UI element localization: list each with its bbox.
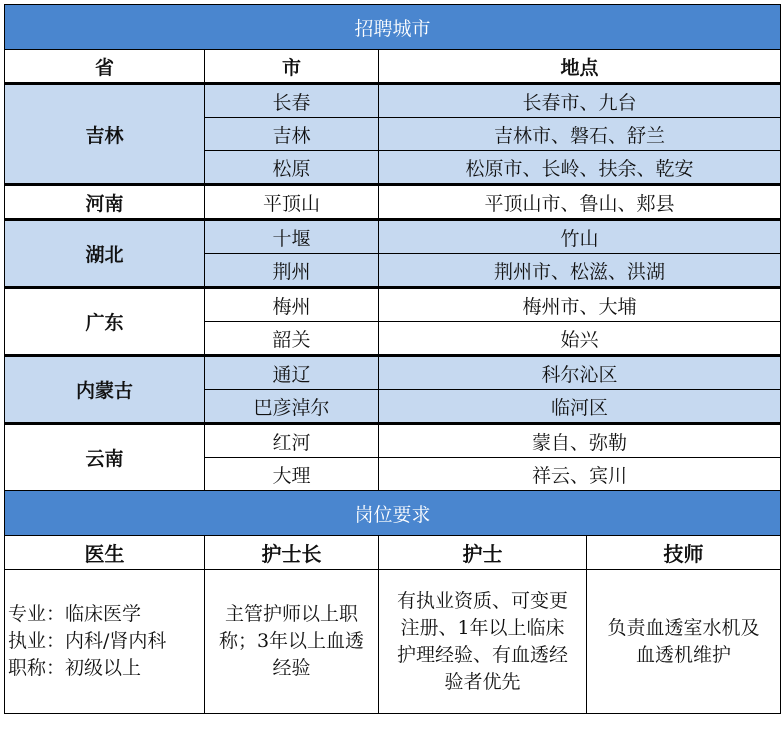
doctor-line: 执业：内科/肾内科 <box>8 630 167 652</box>
location-cell: 吉林市、磐石、舒兰 <box>379 118 781 151</box>
table-row <box>5 288 781 322</box>
nurse-header: 护士 <box>379 536 587 570</box>
doctor-line: 职称：初级以上 <box>8 657 142 679</box>
city-cell: 松原 <box>205 151 379 185</box>
location-cell: 科尔沁区 <box>379 356 781 390</box>
table-row <box>5 185 781 220</box>
province-cell: 云南 <box>5 424 205 491</box>
requirements-section-title: 岗位要求 <box>5 491 781 536</box>
province-cell: 内蒙古 <box>5 356 205 424</box>
cities-section-title: 招聘城市 <box>5 5 781 50</box>
recruitment-sheet <box>4 4 780 714</box>
technician-line: 负责血透室水机及 <box>607 616 760 639</box>
city-cell: 红河 <box>205 424 379 458</box>
head-nurse-line: 主管护师以上职 <box>224 603 358 625</box>
city-cell: 长春 <box>205 84 379 118</box>
province-cell: 吉林 <box>5 84 205 185</box>
table-row <box>5 424 781 458</box>
technician-line: 血透机维护 <box>636 643 732 666</box>
city-cell: 韶关 <box>205 322 379 356</box>
recruitment-table <box>4 4 781 714</box>
location-cell: 平顶山市、鲁山、郏县 <box>379 185 781 220</box>
location-cell: 荆州市、松滋、洪湖 <box>379 254 781 288</box>
technician-header: 技师 <box>587 536 781 570</box>
nurse-line: 护理经验、有血透经 <box>396 643 568 666</box>
doctor-line: 专业：临床医学 <box>8 603 142 625</box>
city-cell: 通辽 <box>205 356 379 390</box>
head-nurse-line: 称；3年以上血透 <box>218 630 365 652</box>
city-cell: 荆州 <box>205 254 379 288</box>
nurse-line: 注册、1年以上临床 <box>400 616 565 639</box>
province-cell: 广东 <box>5 288 205 356</box>
table-row <box>5 84 781 118</box>
city-cell: 平顶山 <box>205 185 379 220</box>
table-row <box>5 220 781 254</box>
city-cell: 巴彦淖尔 <box>205 390 379 424</box>
technician-requirements <box>587 570 781 714</box>
location-header: 地点 <box>379 50 781 84</box>
table-row <box>5 356 781 390</box>
location-cell: 祥云、宾川 <box>379 458 781 491</box>
city-cell: 吉林 <box>205 118 379 151</box>
location-cell: 蒙自、弥勒 <box>379 424 781 458</box>
location-cell: 松原市、长岭、扶余、乾安 <box>379 151 781 185</box>
nurse-line: 有执业资质、可变更 <box>396 589 568 612</box>
head-nurse-requirements <box>205 570 379 714</box>
head-nurse-header: 护士长 <box>205 536 379 570</box>
location-cell: 梅州市、大埔 <box>379 288 781 322</box>
location-cell: 始兴 <box>379 322 781 356</box>
city-cell: 大理 <box>205 458 379 491</box>
province-cell: 湖北 <box>5 220 205 288</box>
province-header: 省 <box>5 50 205 84</box>
doctor-header: 医生 <box>5 536 205 570</box>
location-cell: 竹山 <box>379 220 781 254</box>
nurse-requirements <box>379 570 587 714</box>
province-cell: 河南 <box>5 185 205 220</box>
location-cell: 长春市、九台 <box>379 84 781 118</box>
doctor-requirements <box>5 570 205 714</box>
location-cell: 临河区 <box>379 390 781 424</box>
city-header: 市 <box>205 50 379 84</box>
head-nurse-line: 经验 <box>272 657 311 679</box>
city-cell: 十堰 <box>205 220 379 254</box>
nurse-line: 验者优先 <box>444 670 521 693</box>
city-cell: 梅州 <box>205 288 379 322</box>
